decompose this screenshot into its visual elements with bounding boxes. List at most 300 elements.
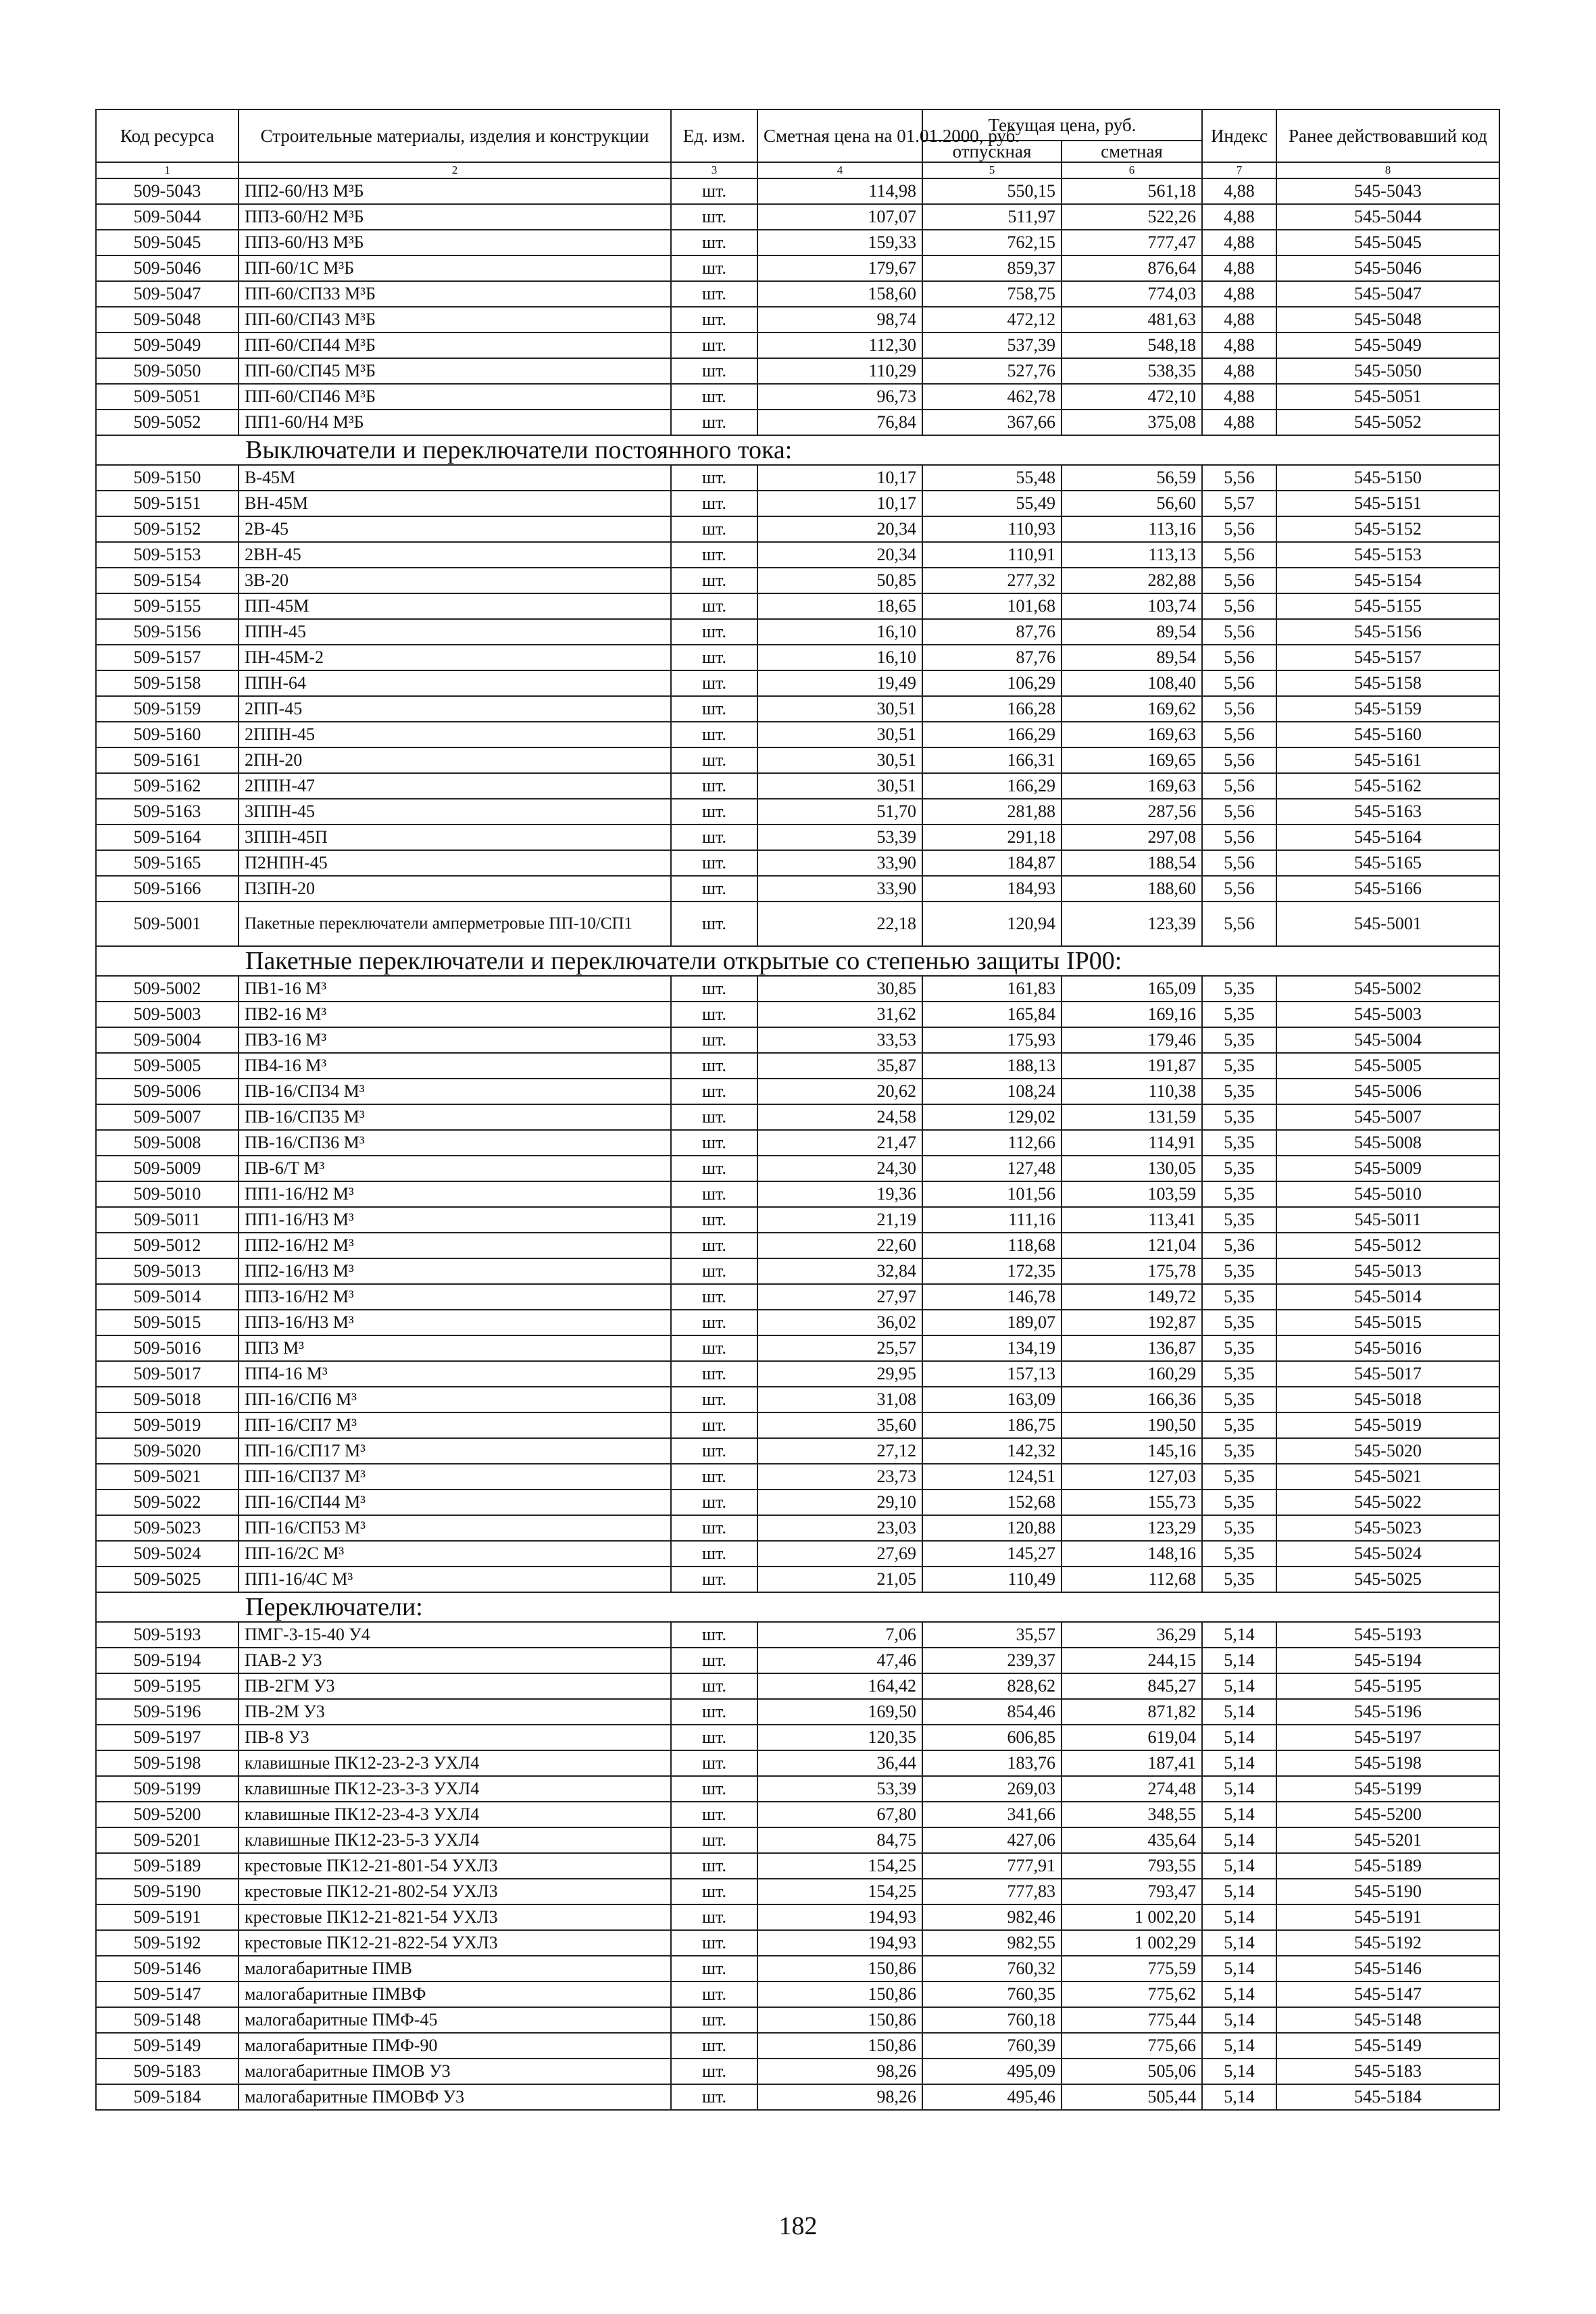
material-name-cell: ПП-60/СП43 М³Б — [239, 307, 671, 333]
resource-code-cell: 509-5199 — [96, 1776, 239, 1802]
base-price-cell: 22,60 — [757, 1233, 922, 1258]
release-price-cell: 777,83 — [922, 1879, 1062, 1904]
resource-code-cell: 509-5052 — [96, 410, 239, 435]
unit-cell: шт. — [671, 568, 757, 593]
base-price-cell: 21,19 — [757, 1207, 922, 1233]
material-name-cell: ПП3 М³ — [239, 1335, 671, 1361]
unit-cell: шт. — [671, 281, 757, 307]
page-number: 182 — [778, 2212, 818, 2240]
release-price-cell: 134,19 — [922, 1335, 1062, 1361]
previous-code-cell: 545-5197 — [1276, 1725, 1499, 1750]
estimate-price-cell: 505,44 — [1062, 2084, 1202, 2110]
material-name-cell: клавишные ПК12-23-4-3 УХЛ4 — [239, 1802, 671, 1827]
resource-code-cell: 509-5148 — [96, 2007, 239, 2033]
unit-cell: шт. — [671, 876, 757, 902]
previous-code-cell: 545-5196 — [1276, 1699, 1499, 1725]
table-row — [96, 1648, 1499, 1673]
base-price-cell: 20,62 — [757, 1079, 922, 1104]
index-cell: 5,14 — [1202, 1622, 1276, 1648]
resource-code-cell: 509-5157 — [96, 645, 239, 670]
index-cell: 4,88 — [1202, 204, 1276, 230]
estimate-price-cell: 130,05 — [1062, 1156, 1202, 1181]
previous-code-cell: 545-5198 — [1276, 1750, 1499, 1776]
previous-code-cell: 545-5161 — [1276, 747, 1499, 773]
material-name-cell: крестовые ПК12-21-802-54 УХЛ3 — [239, 1879, 671, 1904]
base-price-cell: 32,84 — [757, 1258, 922, 1284]
table-row — [96, 1827, 1499, 1853]
material-name-cell: крестовые ПК12-21-822-54 УХЛ3 — [239, 1930, 671, 1956]
previous-code-cell: 545-5003 — [1276, 1002, 1499, 1027]
release-price-cell: 982,55 — [922, 1930, 1062, 1956]
material-name-cell: Пакетные переключатели амперметровые ПП-10/СП1 — [239, 902, 671, 946]
previous-code-cell: 545-5019 — [1276, 1412, 1499, 1438]
unit-cell: шт. — [671, 1104, 757, 1130]
resource-code-cell: 509-5196 — [96, 1699, 239, 1725]
unit-cell: шт. — [671, 1541, 757, 1567]
base-price-cell: 53,39 — [757, 1776, 922, 1802]
estimate-price-cell: 775,59 — [1062, 1956, 1202, 1981]
base-price-cell: 18,65 — [757, 593, 922, 619]
table-row — [96, 1776, 1499, 1802]
table-row — [96, 1464, 1499, 1490]
base-price-cell: 24,30 — [757, 1156, 922, 1181]
material-name-cell: ПП-60/СП33 М³Б — [239, 281, 671, 307]
resource-code-cell: 509-5049 — [96, 333, 239, 358]
material-name-cell: ПП1-16/Н2 М³ — [239, 1181, 671, 1207]
release-price-cell: 110,49 — [922, 1567, 1062, 1592]
previous-code-cell: 545-5191 — [1276, 1904, 1499, 1930]
base-price-cell: 35,60 — [757, 1412, 922, 1438]
base-price-cell: 154,25 — [757, 1853, 922, 1879]
resource-code-cell: 509-5009 — [96, 1156, 239, 1181]
unit-cell: шт. — [671, 1027, 757, 1053]
base-price-cell: 27,97 — [757, 1284, 922, 1310]
estimate-price-cell: 1 002,29 — [1062, 1930, 1202, 1956]
column-number: 8 — [1276, 162, 1499, 178]
material-name-cell: малогабаритные ПМОВФ У3 — [239, 2084, 671, 2110]
table-row — [96, 1802, 1499, 1827]
header-current-price: Текущая цена, руб. — [922, 109, 1202, 141]
index-cell: 5,35 — [1202, 1181, 1276, 1207]
base-price-cell: 98,74 — [757, 307, 922, 333]
material-name-cell: ПМГ-3-15-40 У4 — [239, 1622, 671, 1648]
previous-code-cell: 545-5160 — [1276, 722, 1499, 747]
previous-code-cell: 545-5044 — [1276, 204, 1499, 230]
release-price-cell: 175,93 — [922, 1027, 1062, 1053]
header-materials: Строительные материалы, изделия и конструкции — [239, 109, 671, 162]
table-row — [96, 1310, 1499, 1335]
previous-code-cell: 545-5022 — [1276, 1490, 1499, 1515]
material-name-cell: 2ППН-45 — [239, 722, 671, 747]
base-price-cell: 194,93 — [757, 1904, 922, 1930]
resource-code-cell: 509-5200 — [96, 1802, 239, 1827]
table-row — [96, 1567, 1499, 1592]
column-number: 1 — [96, 162, 239, 178]
material-name-cell: ПВ2-16 М³ — [239, 1002, 671, 1027]
base-price-cell: 20,34 — [757, 516, 922, 542]
release-price-cell: 511,97 — [922, 204, 1062, 230]
index-cell: 5,56 — [1202, 619, 1276, 645]
index-cell: 5,35 — [1202, 1515, 1276, 1541]
resource-code-cell: 509-5025 — [96, 1567, 239, 1592]
base-price-cell: 150,86 — [757, 2033, 922, 2059]
index-cell: 5,56 — [1202, 568, 1276, 593]
column-number: 4 — [757, 162, 922, 178]
unit-cell: шт. — [671, 1335, 757, 1361]
table-row — [96, 976, 1499, 1002]
material-name-cell: ПП2-60/Н3 М³Б — [239, 178, 671, 204]
estimate-price-cell: 127,03 — [1062, 1464, 1202, 1490]
unit-cell: шт. — [671, 1725, 757, 1750]
index-cell: 5,35 — [1202, 1002, 1276, 1027]
base-price-cell: 84,75 — [757, 1827, 922, 1853]
release-price-cell: 188,13 — [922, 1053, 1062, 1079]
estimate-price-cell: 123,29 — [1062, 1515, 1202, 1541]
resource-code-cell: 509-5050 — [96, 358, 239, 384]
unit-cell: шт. — [671, 1464, 757, 1490]
material-name-cell: ПП-60/СП44 М³Б — [239, 333, 671, 358]
material-name-cell: ПВ-2ГМ У3 — [239, 1673, 671, 1699]
header-estimate-price: сметная — [1062, 141, 1202, 162]
estimate-price-cell: 876,64 — [1062, 255, 1202, 281]
base-price-cell: 107,07 — [757, 204, 922, 230]
table-row — [96, 1956, 1499, 1981]
resource-code-cell: 509-5047 — [96, 281, 239, 307]
resource-code-cell: 509-5006 — [96, 1079, 239, 1104]
release-price-cell: 550,15 — [922, 178, 1062, 204]
base-price-cell: 150,86 — [757, 1981, 922, 2007]
unit-cell: шт. — [671, 1956, 757, 1981]
index-cell: 5,56 — [1202, 516, 1276, 542]
index-cell: 5,35 — [1202, 1053, 1276, 1079]
index-cell: 5,14 — [1202, 1930, 1276, 1956]
resource-code-cell: 509-5184 — [96, 2084, 239, 2110]
resource-code-cell: 509-5165 — [96, 850, 239, 876]
base-price-cell: 150,86 — [757, 2007, 922, 2033]
resource-code-cell: 509-5193 — [96, 1622, 239, 1648]
price-table — [95, 109, 1500, 2111]
unit-cell: шт. — [671, 799, 757, 824]
table-row — [96, 1853, 1499, 1879]
index-cell: 5,14 — [1202, 1648, 1276, 1673]
index-cell: 4,88 — [1202, 230, 1276, 255]
table-row — [96, 1412, 1499, 1438]
estimate-price-cell: 169,63 — [1062, 722, 1202, 747]
unit-cell: шт. — [671, 645, 757, 670]
previous-code-cell: 545-5183 — [1276, 2059, 1499, 2084]
material-name-cell: ППН-64 — [239, 670, 671, 696]
index-cell: 5,56 — [1202, 670, 1276, 696]
previous-code-cell: 545-5024 — [1276, 1541, 1499, 1567]
table-row — [96, 902, 1499, 946]
table-row — [96, 1053, 1499, 1079]
index-cell: 5,56 — [1202, 824, 1276, 850]
estimate-price-cell: 89,54 — [1062, 645, 1202, 670]
release-price-cell: 161,83 — [922, 976, 1062, 1002]
previous-code-cell: 545-5200 — [1276, 1802, 1499, 1827]
header-previous-code: Ранее действовавший код — [1276, 109, 1499, 162]
release-price-cell: 163,09 — [922, 1387, 1062, 1412]
release-price-cell: 760,35 — [922, 1981, 1062, 2007]
estimate-price-cell: 114,91 — [1062, 1130, 1202, 1156]
material-name-cell: клавишные ПК12-23-2-3 УХЛ4 — [239, 1750, 671, 1776]
table-row — [96, 645, 1499, 670]
index-cell: 5,35 — [1202, 1156, 1276, 1181]
base-price-cell: 110,29 — [757, 358, 922, 384]
previous-code-cell: 545-5149 — [1276, 2033, 1499, 2059]
base-price-cell: 35,87 — [757, 1053, 922, 1079]
estimate-price-cell: 775,62 — [1062, 1981, 1202, 2007]
resource-code-cell: 509-5020 — [96, 1438, 239, 1464]
release-price-cell: 55,48 — [922, 465, 1062, 491]
unit-cell: шт. — [671, 1181, 757, 1207]
material-name-cell: ПВ4-16 М³ — [239, 1053, 671, 1079]
index-cell: 5,35 — [1202, 1104, 1276, 1130]
base-price-cell: 10,17 — [757, 491, 922, 516]
table-row — [96, 1673, 1499, 1699]
release-price-cell: 87,76 — [922, 645, 1062, 670]
previous-code-cell: 545-5158 — [1276, 670, 1499, 696]
table-row — [96, 1699, 1499, 1725]
table-row — [96, 1207, 1499, 1233]
material-name-cell: ПВ3-16 М³ — [239, 1027, 671, 1053]
index-cell: 4,88 — [1202, 281, 1276, 307]
resource-code-cell: 509-5012 — [96, 1233, 239, 1258]
material-name-cell: ВН-45М — [239, 491, 671, 516]
release-price-cell: 291,18 — [922, 824, 1062, 850]
table-row — [96, 465, 1499, 491]
table-row — [96, 307, 1499, 333]
index-cell: 5,56 — [1202, 799, 1276, 824]
unit-cell: шт. — [671, 1930, 757, 1956]
release-price-cell: 146,78 — [922, 1284, 1062, 1310]
estimate-price-cell: 56,59 — [1062, 465, 1202, 491]
unit-cell: шт. — [671, 1515, 757, 1541]
table-row — [96, 670, 1499, 696]
release-price-cell: 166,29 — [922, 773, 1062, 799]
previous-code-cell: 545-5051 — [1276, 384, 1499, 410]
table-row — [96, 1725, 1499, 1750]
previous-code-cell: 545-5007 — [1276, 1104, 1499, 1130]
table-row — [96, 333, 1499, 358]
unit-cell: шт. — [671, 255, 757, 281]
unit-cell: шт. — [671, 1002, 757, 1027]
base-price-cell: 25,57 — [757, 1335, 922, 1361]
estimate-price-cell: 282,88 — [1062, 568, 1202, 593]
release-price-cell: 183,76 — [922, 1750, 1062, 1776]
previous-code-cell: 545-5166 — [1276, 876, 1499, 902]
header-unit: Ед. изм. — [671, 109, 757, 162]
base-price-cell: 51,70 — [757, 799, 922, 824]
base-price-cell: 154,25 — [757, 1879, 922, 1904]
estimate-price-cell: 165,09 — [1062, 976, 1202, 1002]
resource-code-cell: 509-5151 — [96, 491, 239, 516]
unit-cell: шт. — [671, 1673, 757, 1699]
resource-code-cell: 509-5046 — [96, 255, 239, 281]
table-row — [96, 1181, 1499, 1207]
release-price-cell: 854,46 — [922, 1699, 1062, 1725]
previous-code-cell: 545-5008 — [1276, 1130, 1499, 1156]
previous-code-cell: 545-5194 — [1276, 1648, 1499, 1673]
previous-code-cell: 545-5156 — [1276, 619, 1499, 645]
base-price-cell: 33,90 — [757, 850, 922, 876]
table-row — [96, 722, 1499, 747]
header-index: Индекс — [1202, 109, 1276, 162]
unit-cell: шт. — [671, 1879, 757, 1904]
table-row — [96, 230, 1499, 255]
index-cell: 4,88 — [1202, 358, 1276, 384]
index-cell: 5,35 — [1202, 1310, 1276, 1335]
material-name-cell: 3В-20 — [239, 568, 671, 593]
resource-code-cell: 509-5146 — [96, 1956, 239, 1981]
previous-code-cell: 545-5043 — [1276, 178, 1499, 204]
section-header-row — [96, 1592, 1499, 1622]
unit-cell: шт. — [671, 747, 757, 773]
unit-cell: шт. — [671, 1053, 757, 1079]
table-row — [96, 255, 1499, 281]
resource-code-cell: 509-5015 — [96, 1310, 239, 1335]
section-header-row — [96, 435, 1499, 465]
unit-cell: шт. — [671, 1699, 757, 1725]
resource-code-cell: 509-5019 — [96, 1412, 239, 1438]
index-cell: 5,56 — [1202, 902, 1276, 946]
base-price-cell: 7,06 — [757, 1622, 922, 1648]
resource-code-cell: 509-5010 — [96, 1181, 239, 1207]
release-price-cell: 101,56 — [922, 1181, 1062, 1207]
table-row — [96, 593, 1499, 619]
unit-cell: шт. — [671, 1904, 757, 1930]
index-cell: 5,14 — [1202, 1879, 1276, 1904]
index-cell: 5,35 — [1202, 1464, 1276, 1490]
index-cell: 5,14 — [1202, 1853, 1276, 1879]
previous-code-cell: 545-5010 — [1276, 1181, 1499, 1207]
table-row — [96, 384, 1499, 410]
base-price-cell: 33,53 — [757, 1027, 922, 1053]
resource-code-cell: 509-5192 — [96, 1930, 239, 1956]
material-name-cell: ПВ-16/СП36 М³ — [239, 1130, 671, 1156]
release-price-cell: 120,88 — [922, 1515, 1062, 1541]
table-row — [96, 1027, 1499, 1053]
index-cell: 5,14 — [1202, 1981, 1276, 2007]
estimate-price-cell: 793,47 — [1062, 1879, 1202, 1904]
index-cell: 4,88 — [1202, 307, 1276, 333]
unit-cell: шт. — [671, 491, 757, 516]
release-price-cell: 462,78 — [922, 384, 1062, 410]
release-price-cell: 189,07 — [922, 1310, 1062, 1335]
release-price-cell: 152,68 — [922, 1490, 1062, 1515]
resource-code-cell: 509-5191 — [96, 1904, 239, 1930]
index-cell: 5,56 — [1202, 465, 1276, 491]
previous-code-cell: 545-5052 — [1276, 410, 1499, 435]
resource-code-cell: 509-5002 — [96, 976, 239, 1002]
release-price-cell: 427,06 — [922, 1827, 1062, 1853]
table-row — [96, 773, 1499, 799]
material-name-cell: ПП1-60/Н4 М³Б — [239, 410, 671, 435]
resource-code-cell: 509-5003 — [96, 1002, 239, 1027]
material-name-cell: 2ВН-45 — [239, 542, 671, 568]
resource-code-cell: 509-5150 — [96, 465, 239, 491]
release-price-cell: 184,87 — [922, 850, 1062, 876]
release-price-cell: 777,91 — [922, 1853, 1062, 1879]
material-name-cell: ПП4-16 М³ — [239, 1361, 671, 1387]
previous-code-cell: 545-5020 — [1276, 1438, 1499, 1464]
release-price-cell: 186,75 — [922, 1412, 1062, 1438]
resource-code-cell: 509-5007 — [96, 1104, 239, 1130]
unit-cell: шт. — [671, 1130, 757, 1156]
previous-code-cell: 545-5155 — [1276, 593, 1499, 619]
index-cell: 4,88 — [1202, 178, 1276, 204]
base-price-cell: 20,34 — [757, 542, 922, 568]
resource-code-cell: 509-5008 — [96, 1130, 239, 1156]
section-title: Пакетные переключатели и переключатели открытые со степенью защиты IP00: — [96, 946, 1499, 976]
estimate-price-cell: 871,82 — [1062, 1699, 1202, 1725]
unit-cell: шт. — [671, 2033, 757, 2059]
material-name-cell: ПВ-16/СП35 М³ — [239, 1104, 671, 1130]
release-price-cell: 172,35 — [922, 1258, 1062, 1284]
index-cell: 5,35 — [1202, 1412, 1276, 1438]
release-price-cell: 239,37 — [922, 1648, 1062, 1673]
release-price-cell: 166,29 — [922, 722, 1062, 747]
estimate-price-cell: 103,59 — [1062, 1181, 1202, 1207]
previous-code-cell: 545-5025 — [1276, 1567, 1499, 1592]
index-cell: 5,35 — [1202, 1438, 1276, 1464]
base-price-cell: 96,73 — [757, 384, 922, 410]
resource-code-cell: 509-5183 — [96, 2059, 239, 2084]
material-name-cell: малогабаритные ПМФ-90 — [239, 2033, 671, 2059]
unit-cell: шт. — [671, 696, 757, 722]
unit-cell: шт. — [671, 1981, 757, 2007]
material-name-cell: ПН-45М-2 — [239, 645, 671, 670]
release-price-cell: 537,39 — [922, 333, 1062, 358]
column-number: 2 — [239, 162, 671, 178]
material-name-cell: 3ППН-45 — [239, 799, 671, 824]
release-price-cell: 341,66 — [922, 1802, 1062, 1827]
previous-code-cell: 545-5190 — [1276, 1879, 1499, 1904]
unit-cell: шт. — [671, 2084, 757, 2110]
resource-code-cell: 509-5194 — [96, 1648, 239, 1673]
material-name-cell: ПАВ-2 У3 — [239, 1648, 671, 1673]
release-price-cell: 124,51 — [922, 1464, 1062, 1490]
estimate-price-cell: 274,48 — [1062, 1776, 1202, 1802]
index-cell: 5,56 — [1202, 542, 1276, 568]
unit-cell: шт. — [671, 1387, 757, 1412]
base-price-cell: 50,85 — [757, 568, 922, 593]
previous-code-cell: 545-5046 — [1276, 255, 1499, 281]
estimate-price-cell: 777,47 — [1062, 230, 1202, 255]
previous-code-cell: 545-5013 — [1276, 1258, 1499, 1284]
previous-code-cell: 545-5049 — [1276, 333, 1499, 358]
index-cell: 5,35 — [1202, 1130, 1276, 1156]
base-price-cell: 29,95 — [757, 1361, 922, 1387]
estimate-price-cell: 505,06 — [1062, 2059, 1202, 2084]
estimate-price-cell: 179,46 — [1062, 1027, 1202, 1053]
unit-cell: шт. — [671, 516, 757, 542]
table-row — [96, 619, 1499, 645]
column-number: 3 — [671, 162, 757, 178]
unit-cell: шт. — [671, 902, 757, 946]
unit-cell: шт. — [671, 1802, 757, 1827]
table-row — [96, 1904, 1499, 1930]
material-name-cell: ПП-60/СП45 М³Б — [239, 358, 671, 384]
estimate-price-cell: 192,87 — [1062, 1310, 1202, 1335]
base-price-cell: 16,10 — [757, 645, 922, 670]
previous-code-cell: 545-5195 — [1276, 1673, 1499, 1699]
estimate-price-cell: 175,78 — [1062, 1258, 1202, 1284]
index-cell: 5,35 — [1202, 1284, 1276, 1310]
estimate-price-cell: 481,63 — [1062, 307, 1202, 333]
resource-code-cell: 509-5044 — [96, 204, 239, 230]
resource-code-cell: 509-5164 — [96, 824, 239, 850]
